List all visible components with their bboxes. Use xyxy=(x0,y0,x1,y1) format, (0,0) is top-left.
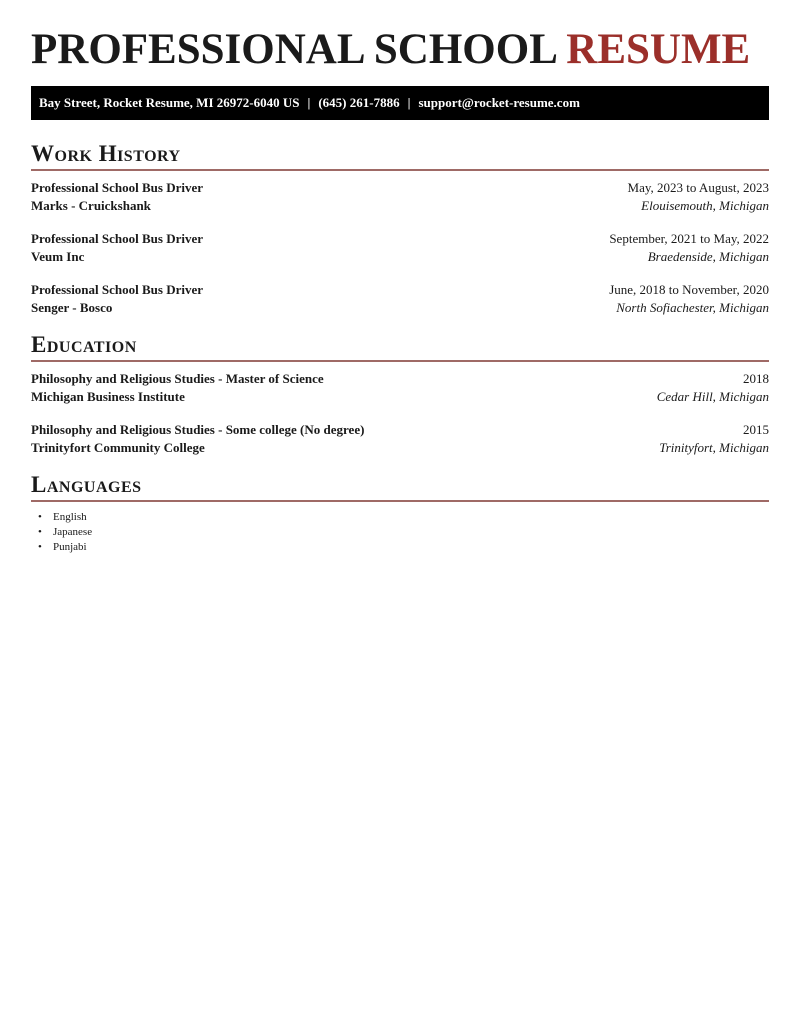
work-entry xyxy=(31,230,769,266)
bullet-icon: • xyxy=(38,511,42,523)
bullet-icon: • xyxy=(38,526,42,538)
list-item xyxy=(31,525,769,540)
school-location: Trinityfort, Michigan xyxy=(659,440,769,455)
school-name: Michigan Business Institute xyxy=(31,389,185,404)
work-history-section xyxy=(31,140,769,317)
job-dates: September, 2021 to May, 2022 xyxy=(609,231,769,246)
section-divider xyxy=(31,169,769,171)
languages-list xyxy=(31,510,769,555)
title-main: PROFESSIONAL SCHOOL xyxy=(31,26,556,73)
job-location: North Sofiachester, Michigan xyxy=(616,300,769,315)
section-divider xyxy=(31,500,769,502)
education-entry xyxy=(31,370,769,406)
job-location: Elouisemouth, Michigan xyxy=(641,198,769,213)
section-heading-education: Education xyxy=(31,332,137,357)
school-location: Cedar Hill, Michigan xyxy=(656,389,769,404)
education-entry xyxy=(31,421,769,457)
company-name: Senger - Bosco xyxy=(31,300,113,315)
education-year: 2018 xyxy=(743,371,769,386)
company-name: Marks - Cruickshank xyxy=(31,198,151,213)
contact-separator: | xyxy=(407,95,411,110)
contact-separator: | xyxy=(307,95,311,110)
contact-email[interactable]: support@rocket-resume.com xyxy=(418,95,580,110)
work-entry xyxy=(31,179,769,215)
language-name: English xyxy=(53,511,87,523)
language-name: Punjabi xyxy=(53,541,87,553)
degree-title: Philosophy and Religious Studies - Master of Science xyxy=(31,371,324,386)
job-dates: June, 2018 to November, 2020 xyxy=(609,282,769,297)
contact-bar xyxy=(31,86,769,120)
title-accent: RESUME xyxy=(566,26,751,73)
job-location: Braedenside, Michigan xyxy=(647,249,769,264)
resume-title xyxy=(31,24,750,76)
list-item xyxy=(31,510,769,525)
job-title: Professional School Bus Driver xyxy=(31,282,204,297)
education-section xyxy=(31,331,769,457)
job-title: Professional School Bus Driver xyxy=(31,231,204,246)
degree-title: Philosophy and Religious Studies - Some college (No degree) xyxy=(31,422,365,437)
section-heading-work-history: Work History xyxy=(31,141,181,166)
bullet-icon: • xyxy=(38,541,42,553)
list-item xyxy=(31,540,769,555)
section-divider xyxy=(31,360,769,362)
contact-phone: (645) 261-7886 xyxy=(318,95,400,110)
company-name: Veum Inc xyxy=(31,249,85,264)
job-title: Professional School Bus Driver xyxy=(31,180,204,195)
education-year: 2015 xyxy=(743,422,769,437)
languages-section xyxy=(31,471,769,555)
work-entry xyxy=(31,281,769,317)
language-name: Japanese xyxy=(53,526,93,538)
job-dates: May, 2023 to August, 2023 xyxy=(627,180,769,195)
school-name: Trinityfort Community College xyxy=(31,440,205,455)
contact-address: Bay Street, Rocket Resume, MI 26972-6040 US xyxy=(39,95,300,110)
section-heading-languages: Languages xyxy=(31,472,142,497)
